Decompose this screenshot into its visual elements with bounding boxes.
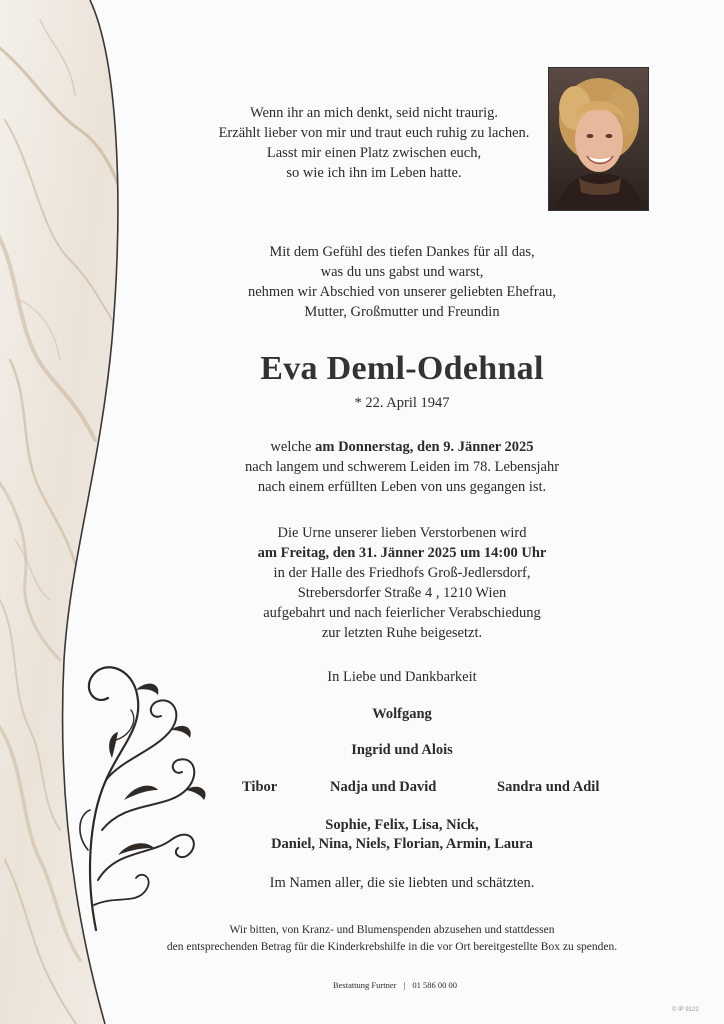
mourner-name: Tibor: [242, 779, 278, 795]
grandchildren-line: Sophie, Felix, Lisa, Nick,: [325, 817, 479, 833]
footer: [33, 980, 724, 990]
mourner-children: Ingrid und Alois: [351, 742, 453, 758]
quote-line: Wenn ihr an mich denkt, seid nicht traurig.: [249, 105, 499, 121]
death-line: nach einem erfüllten Leben von uns gegangen ist.: [257, 479, 547, 495]
death-prefix: welche: [270, 439, 316, 455]
intro-line: Mit dem Gefühl des tiefen Dankes für all das,: [269, 244, 535, 260]
intro-line: Mutter, Großmutter und Freundin: [304, 304, 500, 320]
mourner-name: Sandra und Adil: [497, 779, 600, 795]
deceased-name: Eva Deml-Odehnal: [260, 350, 544, 387]
birth-date: * 22. April 1947: [354, 395, 450, 411]
document-code: © IP 9122: [672, 1007, 699, 1013]
ceremony-line: aufgebahrt und nach feierlicher Verabschiedung: [263, 605, 541, 621]
funeral-phone: 01 586 00 00: [412, 980, 458, 990]
intro-line: nehmen wir Abschied von unserer geliebten Ehefrau,: [247, 284, 557, 300]
quote-line: Erzählt lieber von mir und traut euch ruhig zu lachen.: [218, 125, 530, 141]
quote-line: Lasst mir einen Platz zwischen euch,: [266, 145, 482, 161]
death-line: nach langem und schwerem Leiden im 78. Lebensjahr: [244, 459, 560, 475]
death-line: [40, 438, 724, 458]
funeral-company: Bestattung Furtner: [332, 980, 397, 990]
mourner-spouse: Wolfgang: [372, 706, 432, 722]
grandchildren-line: Daniel, Nina, Niels, Florian, Armin, Laura: [271, 836, 533, 852]
intro-line: was du uns gabst und warst,: [320, 264, 484, 280]
closing-line: Im Namen aller, die sie liebten und schätzten.: [269, 875, 535, 891]
death-date: am Donnerstag, den 9. Jänner 2025: [315, 439, 534, 455]
ceremony-line: zur letzten Ruhe beigesetzt.: [321, 625, 483, 641]
ceremony-date: am Freitag, den 31. Jänner 2025 um 14:00 Uhr: [257, 545, 547, 561]
ceremony-address: Strebersdorfer Straße 4 , 1210 Wien: [297, 585, 507, 601]
ceremony-line: in der Halle des Friedhofs Groß-Jedlersdorf,: [273, 565, 531, 581]
ceremony-line: Die Urne unserer lieben Verstorbenen wird: [277, 525, 527, 541]
request-line: Wir bitten, von Kranz- und Blumenspenden abzusehen und stattdessen: [229, 924, 555, 936]
request-line: den entsprechenden Betrag für die Kinderkrebshilfe in die vor Ort bereitgestellte Box zu spenden.: [166, 941, 618, 953]
mourners-heading: In Liebe und Dankbarkeit: [327, 669, 477, 685]
footer-separator: |: [403, 980, 406, 990]
quote-line: so wie ich ihn im Leben hatte.: [286, 165, 462, 181]
mourner-name: Nadja und David: [330, 779, 437, 795]
